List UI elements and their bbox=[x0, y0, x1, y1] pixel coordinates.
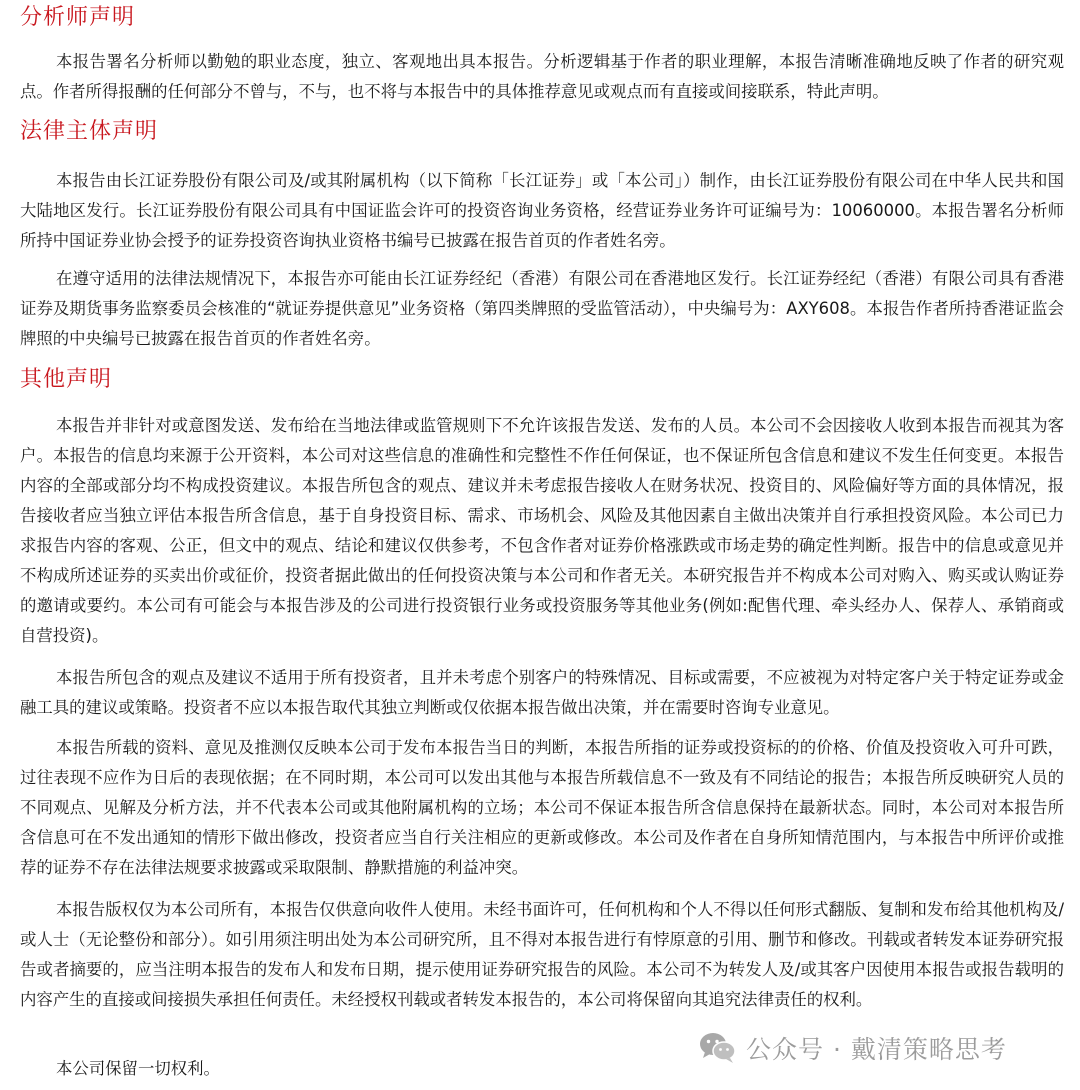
paragraph-other-rights: 本公司保留一切权利。 bbox=[56, 1059, 220, 1078]
paragraph-analyst: 本报告署名分析师以勤勉的职业态度，独立、客观地出具本报告。分析逻辑基于作者的职业理解，本报告清晰准确地反映了作者的研究观点。作者所得报酬的任何部分不曾与，不与，也不将与本报告中的具体推荐意见或观点而有直接或间接联系，特此声明。 bbox=[20, 52, 1064, 101]
wechat-watermark bbox=[698, 1028, 1007, 1068]
paragraph-other-suitability: 本报告所包含的观点及建议不适用于所有投资者，且并未考虑个别客户的特殊情况、目标或需要，不应被视为对特定客户关于特定证券或金融工具的建议或策略。投资者不应以本报告取代其独立判断或仅依据本报告做出决策，并在需要时咨询专业意见。 bbox=[20, 668, 1064, 717]
paragraph-legal-mainland: 本报告由长江证券股份有限公司及/或其附属机构（以下简称「长江证券」或「本公司」）制作，由长江证券股份有限公司在中华人民共和国大陆地区发行。长江证券股份有限公司具有中国证监会许可的投资咨询业务资格，经营证券业务许可证编号为：10060000。本报告署名分析师所持中国证券业协会授予的证券投资咨询执业资格书编号已披露在报告首页的作者姓名旁。 bbox=[20, 171, 1064, 250]
watermark-text: 公众号 · 戴清策略思考 bbox=[746, 1035, 1007, 1064]
section-title-other: 其他声明 bbox=[20, 367, 113, 392]
wechat-icon bbox=[698, 1030, 738, 1066]
section-title-legal: 法律主体声明 bbox=[20, 119, 159, 144]
paragraph-other-distribution: 本报告并非针对或意图发送、发布给在当地法律或监管规则下不允许该报告发送、发布的人员。本公司不会因接收人收到本报告而视其为客户。本报告的信息均来源于公开资料，本公司对这些信息的准确性和完整性不作任何保证，也不保证所包含信息和建议不发生任何变更。本报告内容的全部或部分均不构成投资建议。本报告所包含的观点、建议并未考虑报告接收人在财务状况、投资目的、风险偏好等方面的具体情况，报告接收者应当独立评估本报告所含信息，基于自身投资目标、需求、市场机会、风险及其他因素自主做出决策并自行承担投资风险。本公司已力求报告内容的客观、公正，但文中的观点、结论和建议仅供参考，不包含作者对证券价格涨跌或市场走势的确定性判断。报告中的信息或意见并不构成所述证券的买卖出价或征价，投资者据此做出的任何投资决策与本公司和作者无关。本研究报告并不构成本公司对购入、购买或认购证券的邀请或要约。本公司有可能会与本报告涉及的公司进行投资银行业务或投资服务等其他业务(例如:配售代理、牵头经办人、保荐人、承销商或自营投资)。 bbox=[20, 416, 1064, 645]
paragraph-other-copyright: 本报告版权仅为本公司所有，本报告仅供意向收件人使用。未经书面许可，任何机构和个人不得以任何形式翻版、复制和发布给其他机构及/或人士（无论整份和部分）。如引用须注明出处为本公司研究所，且不得对本报告进行有悖原意的引用、删节和修改。刊载或者转发本证券研究报告或者摘要的，应当注明本报告的发布人和发布日期，提示使用证券研究报告的风险。本公司不为转发人及/或其客户因使用本报告或报告载明的内容产生的直接或间接损失承担任何责任。未经授权刊载或者转发本报告的，本公司将保留向其追究法律责任的权利。 bbox=[20, 900, 1064, 1009]
section-title-analyst: 分析师声明 bbox=[20, 5, 136, 30]
paragraph-other-opinions: 本报告所载的资料、意见及推测仅反映本公司于发布本报告当日的判断，本报告所指的证券或投资标的的价格、价值及投资收入可升可跌，过往表现不应作为日后的表现依据；在不同时期，本公司可以发出其他与本报告所载信息不一致及有不同结论的报告；本报告所反映研究人员的不同观点、见解及分析方法，并不代表本公司或其他附属机构的立场；本公司不保证本报告所含信息保持在最新状态。同时，本公司对本报告所含信息可在不发出通知的情形下做出修改，投资者应当自行关注相应的更新或修改。本公司及作者在自身所知情范围内，与本报告中所评价或推荐的证券不存在法律法规要求披露或采取限制、静默措施的利益冲突。 bbox=[20, 738, 1064, 877]
paragraph-legal-hongkong: 在遵守适用的法律法规情况下，本报告亦可能由长江证券经纪（香港）有限公司在香港地区发行。长江证券经纪（香港）有限公司具有香港证券及期货事务监察委员会核准的“就证券提供意见”业务资格（第四类牌照的受监管活动），中央编号为：AXY608。本报告作者所持香港证监会牌照的中央编号已披露在报告首页的作者姓名旁。 bbox=[20, 269, 1064, 348]
